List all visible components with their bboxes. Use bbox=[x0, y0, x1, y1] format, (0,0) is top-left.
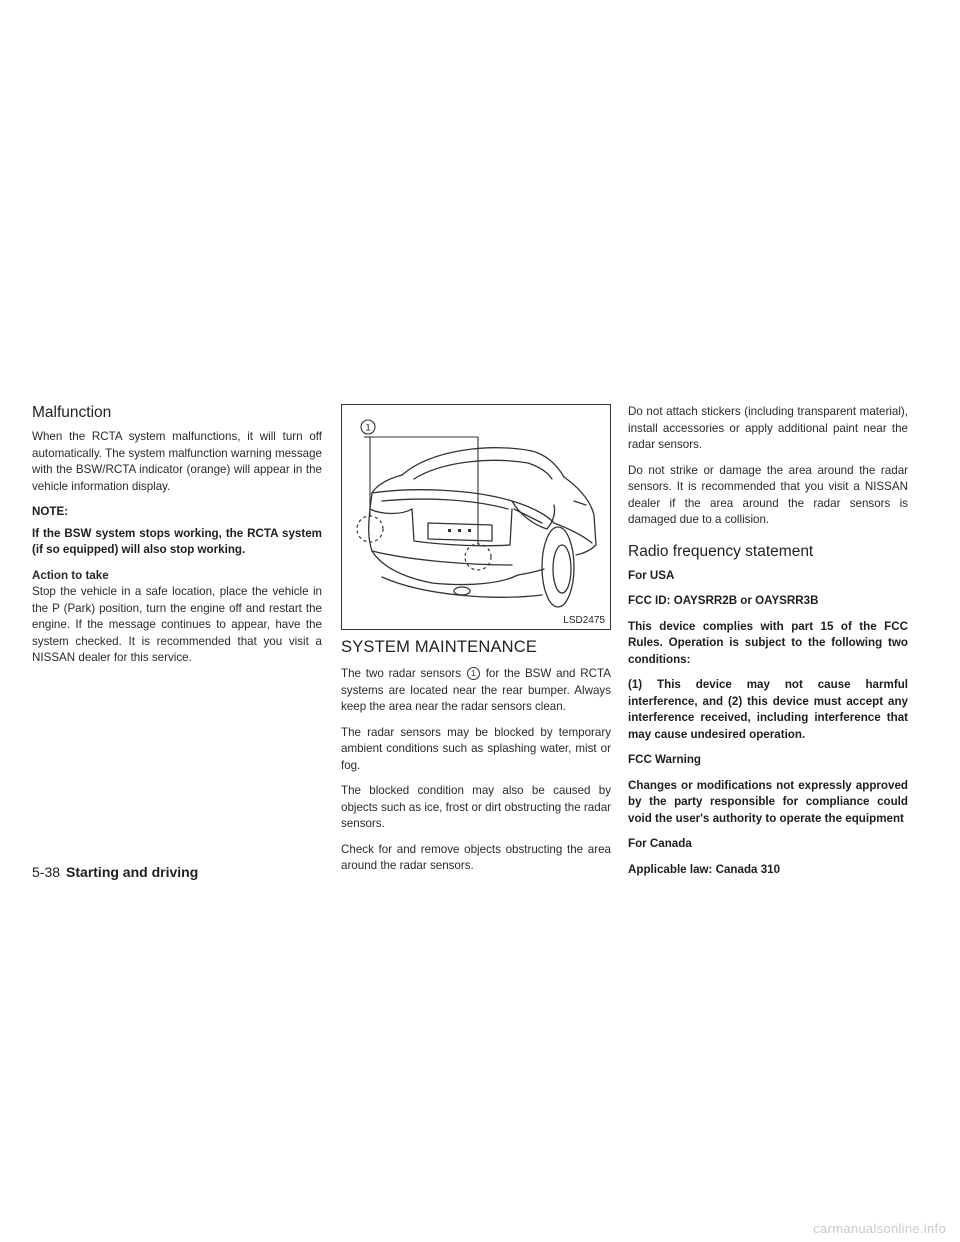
page-number: 5-38 bbox=[32, 864, 61, 880]
callout-1-inline-icon: 1 bbox=[467, 667, 480, 680]
malfunction-heading: Malfunction bbox=[32, 404, 112, 421]
maintenance-text-b: for the BSW and RCTA systems are located near the rear bumper. Always keep the area near the radar sensors clean. bbox=[341, 667, 611, 713]
maintenance-paragraph-3: The blocked condition may also be caused by objects such as ice, frost or dirt obstructing the radar sensors. bbox=[341, 784, 611, 830]
applicable-law: Applicable law: Canada 310 bbox=[628, 862, 781, 876]
left-column bbox=[32, 404, 322, 667]
right-column bbox=[628, 404, 908, 887]
middle-column bbox=[341, 404, 611, 884]
note-label: NOTE: bbox=[32, 505, 69, 518]
conditions-statement: (1) This device may not cause harmful interference, and (2) this device must accept any interference received, including interference that may cause undesired operation. bbox=[628, 678, 908, 741]
action-text: Stop the vehicle in a safe location, place the vehicle in the P (Park) position, turn the engine off and restart the engine. If the message continues to appear, have the system checked. It is recommended that you visit a NISSAN dealer for this service. bbox=[32, 585, 322, 664]
car-drawing bbox=[342, 405, 610, 629]
system-maintenance-heading: SYSTEM MAINTENANCE bbox=[341, 638, 538, 656]
maintenance-paragraph-1 bbox=[341, 666, 611, 716]
malfunction-paragraph: When the RCTA system malfunctions, it will turn off automatically. The system malfunction warning message with the BSW/RCTA indicator (orange) will appear in the vehicle information display. bbox=[32, 430, 322, 493]
maintenance-paragraph-4: Check for and remove objects obstructing the area around the radar sensors. bbox=[341, 842, 611, 872]
watermark: carmanualsonline.info bbox=[813, 1221, 946, 1236]
action-paragraph bbox=[32, 568, 322, 667]
maintenance-text-a: The two radar sensors bbox=[341, 667, 462, 680]
stickers-paragraph: Do not attach stickers (including transparent material), install accessories or apply additional paint near the radar sensors. bbox=[628, 405, 908, 451]
changes-statement: Changes or modifications not expressly approved by the party responsible for compliance could void the user's authority to operate the equipment bbox=[628, 778, 908, 825]
radio-frequency-heading: Radio frequency statement bbox=[628, 542, 814, 560]
note-text: If the BSW system stops working, the RCTA system (if so equipped) will also stop working. bbox=[32, 526, 322, 556]
strike-paragraph: Do not strike or damage the area around the radar sensors. It is recommended that you visit a NISSAN dealer if the area around the radar sensors is damaged due to a collision. bbox=[628, 463, 908, 526]
maintenance-paragraph-2: The radar sensors may be blocked by temporary ambient conditions such as splashing water, mist or fog. bbox=[341, 725, 611, 772]
action-label: Action to take bbox=[32, 568, 109, 582]
fcc-warning-label: FCC Warning bbox=[628, 753, 701, 766]
figure-callout-label: 1 bbox=[365, 422, 371, 434]
for-usa-label: For USA bbox=[628, 568, 675, 582]
car-rear-illustration bbox=[341, 404, 611, 630]
fcc-id: FCC ID: OAYSRR2B or OAYSRR3B bbox=[628, 594, 819, 607]
page-footer bbox=[32, 864, 198, 880]
compliance-statement: This device complies with part 15 of the FCC Rules. Operation is subject to the following two conditions: bbox=[628, 619, 908, 666]
figure-code: LSD2475 bbox=[563, 615, 605, 626]
chapter-title: Starting and driving bbox=[66, 864, 199, 880]
for-canada-label: For Canada bbox=[628, 837, 692, 850]
